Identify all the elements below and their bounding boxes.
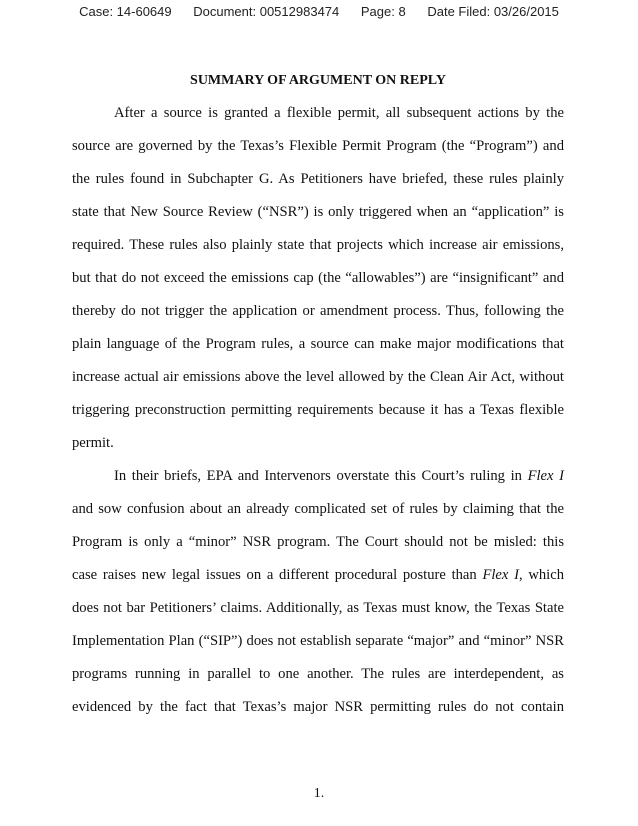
case-citation: Flex I <box>527 468 564 484</box>
text-line: permit. <box>72 435 114 451</box>
document-body <box>72 64 564 724</box>
text-line: Implementation Plan (“SIP”) does not establish separate “major” and “minor” NSR <box>72 633 564 649</box>
paragraph-summary <box>72 97 564 460</box>
text-line: triggering preconstruction permitting requirements because it has a Texas flexible <box>72 402 564 418</box>
text-line: evidenced by the fact that Texas’s major NSR permitting rules do not contain <box>72 699 564 715</box>
document-number: Document: 00512983474 <box>193 4 340 19</box>
date-filed: Date Filed: 03/26/2015 <box>427 4 559 19</box>
text-line: and sow confusion about an already complicated set of rules by claiming that the <box>72 501 564 517</box>
text-line: the rules found in Subchapter G. As Petitioners have briefed, these rules plainly <box>72 171 564 187</box>
case-number: Case: 14-60649 <box>79 4 172 19</box>
text-line: programs running in parallel to one another. The rules are interdependent, as <box>72 666 564 682</box>
text-line: thereby do not trigger the application or amendment process. Thus, following the <box>72 303 564 319</box>
text-run: case raises new legal issues on a different procedural posture than <box>72 567 483 583</box>
text-line: source are governed by the Texas’s Flexible Permit Program (the “Program”) and <box>72 138 564 154</box>
text-line: does not bar Petitioners’ claims. Additionally, as Texas must know, the Texas State <box>72 600 564 616</box>
case-citation: Flex I <box>482 567 519 583</box>
text-line: Program is only a “minor” NSR program. The Court should not be misled: this <box>72 534 564 550</box>
paragraph-flex-i <box>72 460 564 724</box>
section-heading: SUMMARY OF ARGUMENT ON REPLY <box>190 73 446 88</box>
text-run: , which <box>518 567 564 583</box>
court-filing-header <box>0 4 638 19</box>
text-line: After a source is granted a flexible permit, all subsequent actions by the <box>114 105 564 121</box>
text-line: required. These rules also plainly state that projects which increase air emissions, <box>72 237 564 253</box>
text-line: plain language of the Program rules, a source can make major modifications that <box>72 336 564 352</box>
text-line: state that New Source Review (“NSR”) is only triggered when an “application” is <box>72 204 564 220</box>
text-run: In their briefs, EPA and Intervenors overstate this Court’s ruling in <box>114 468 528 484</box>
text-line <box>72 460 564 493</box>
page-indicator: Page: 8 <box>360 4 406 19</box>
text-line: increase actual air emissions above the level allowed by the Clean Air Act, without <box>72 369 564 385</box>
text-line: but that do not exceed the emissions cap (the “allowables”) are “insignificant” and <box>72 270 564 286</box>
page-number: 1. <box>313 786 325 801</box>
text-line <box>72 559 564 592</box>
